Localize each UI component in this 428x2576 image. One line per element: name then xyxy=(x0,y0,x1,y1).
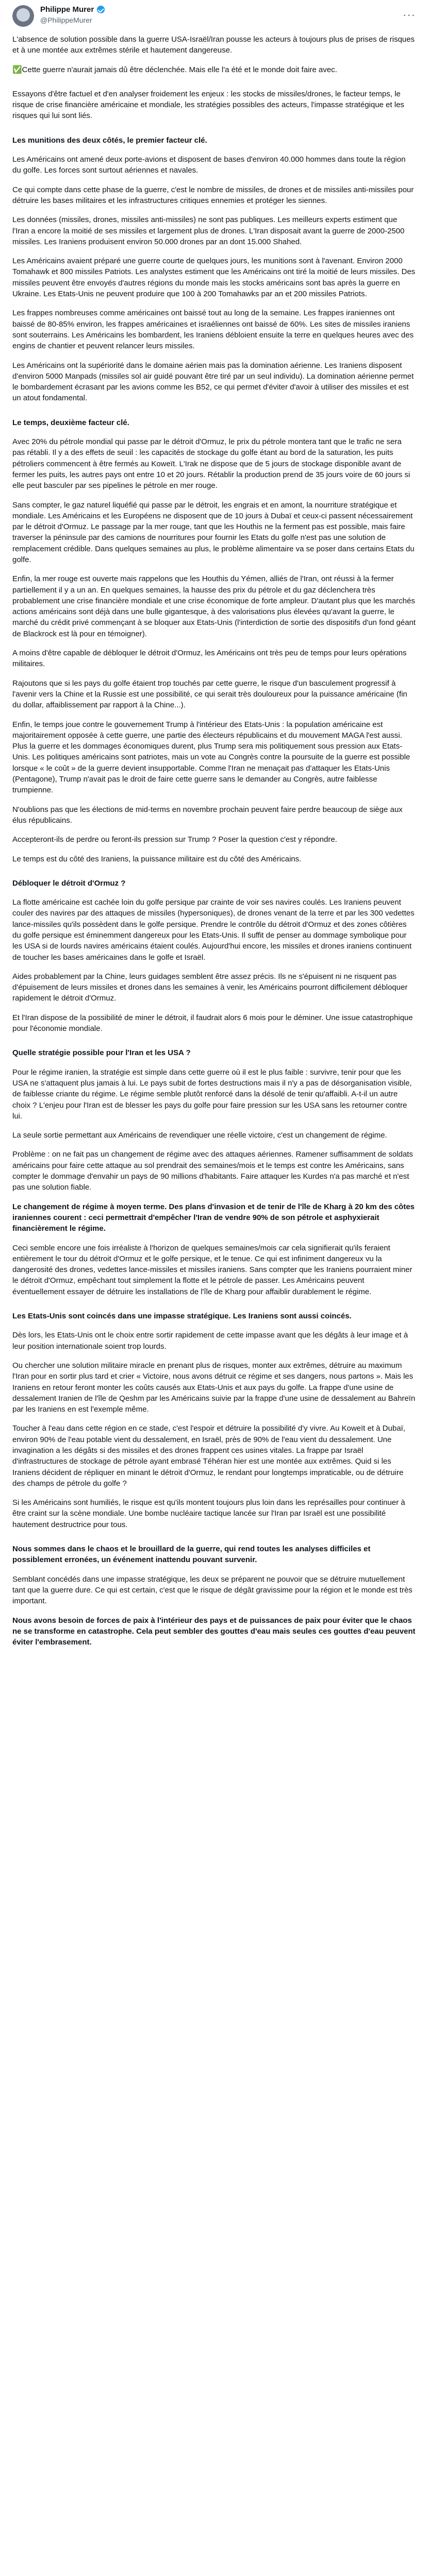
author-handle[interactable]: @PhilippeMurer xyxy=(40,16,92,24)
paragraph: Enfin, le temps joue contre le gouvernement Trump à l'intérieur des Etats-Unis : la population américaine est majoritairement opposée à cette guerre, une partie des électeurs républicains et du mouvement MAGA l'est aussi. Plus la guerre et les dommages économiques durent, plus Trump sera mis politiquement sous pression aux Etats-Unis. Les politiques américains sont patriotes, mais un vote au Congrès contre la poursuite de la guerre est possible lorsque « le coût » de la guerre devient insupportable. Comme l'Iran ne menaçait pas d'attaquer les Etats-Unis (Pentagone), Trump n'avait pas le droit de faire cette guerre sans le demander au Congrès, autre faiblesse trumpienne. xyxy=(12,720,410,795)
paragraph: Les données (missiles, drones, missiles anti-missiles) ne sont pas publiques. Les meilleurs experts estiment que l'Iran a encore la moitié de ses missiles et largement plus de drones. L'Iran disposait avant la guerre de 2000-2500 missiles. Les Iraniens produisent environ 50.000 drones par an dont 15.000 Shahed. xyxy=(12,215,405,246)
section-heading-time: Le temps, deuxième facteur clé. xyxy=(12,418,129,427)
paragraph: Avec 20% du pétrole mondial qui passe par le détroit d'Ormuz, le prix du pétrole montera tant que le trafic ne sera pas rétabli. Il y a des effets de seuil : les capacités de stockage du golfe étant au bord de la saturation, les puits pétroliers commencent à être fermés au Koweït. L'Irak ne dispose que de 5 jours de stockage disponible avant de fermer les puits, les autres pays ont entre 10 et 20 jours. Rétablir la production prend de 35 jours voire de 60 jours si elle peut basculer par ses pipelines le pétrole en mer rouge. xyxy=(12,437,410,490)
author-name[interactable]: Philippe Murer xyxy=(40,5,94,14)
paragraph-intro: L'absence de solution possible dans la guerre USA-Israël/Iran pousse les acteurs à toujours plus de prises de risques et à une montée aux extrêmes stérile et hautement dangereuse. xyxy=(12,35,415,55)
paragraph: La flotte américaine est cachée loin du golfe persique par crainte de voir ses navires coulés. Les Iraniens peuvent couler des navires par des attaques de missiles (hypersoniques), de drones venant de la terre et par les 300 vedettes lance-missiles qu'ils possèdent dans le golfe persique. Prendre le contrôle du détroit d'Ormuz et des zones côtières du golfe persique est éminemment dangereux pour les Etats-Unis. Il suffit de penser au dommage symbolique pour les USA si de lourds navires américains étaient coulés. Aujourd'hui encore, les missiles et drones iraniens continuent de toucher les bases américaines dans le golfe et Israël. xyxy=(12,898,415,962)
author-name-row[interactable] xyxy=(40,5,105,14)
paragraph: Si les Américains sont humiliés, le risque est qu'ils montent toujours plus loin dans les représailles pour continuer à être craint sur la scène mondiale. Une bombe nucléaire tactique lancée sur l'Iran par Israël est une possibilité hautement destructrice pour tous. xyxy=(12,1498,405,1529)
section-heading-munitions: Les munitions des deux côtés, le premier facteur clé. xyxy=(12,135,207,145)
section-heading-hormuz: Débloquer le détroit d'Ormuz ? xyxy=(12,878,126,888)
verified-icon xyxy=(97,6,105,13)
paragraph: A moins d'être capable de débloquer le détroit d'Ormuz, les Américains ont très peu de temps pour leurs opérations militaires. xyxy=(12,649,407,669)
paragraph: Problème : on ne fait pas un changement de régime avec des attaques aériennes. Ramener suffisamment de soldats américains pour faire cette attaque au sol prendrait des semaines/mois et le temps est contre les Américains, sans compter le dommage d'envahir un pays de 90 millions d'habitants. Faire attaquer les Kurdes n'a pas marché et n'est pas une solution fiable. xyxy=(12,1150,413,1192)
paragraph-peace: Nous avons besoin de forces de paix à l'intérieur des pays et de puissances de paix pour éviter que le chaos ne se transforme en catastrophe. Cela peut sembler des gouttes d'eau mais seules ces gouttes d'eau peuvent éviter l'embrasement. xyxy=(12,1616,416,1647)
paragraph: Les Américains avaient préparé une guerre courte de quelques jours, les munitions sont à l'avenant. Environ 2000 Tomahawk et 800 missiles Patriots. Les analystes estiment que les Américains ont tiré la moitié de leurs missiles. Des missiles peuvent être envoyés d'autres régions du monde mais les stocks américains sont bas après la guerre en Ukraine. Les Etats-Unis ne peuvent produire que 100 à 200 Tomahawks par an et 200 missiles Patriots. xyxy=(12,257,416,299)
paragraph: N'oublions pas que les élections de mid-terms en novembre prochain peuvent faire perdre beaucoup de siège aux élus républicains. xyxy=(12,805,403,825)
paragraph-objective: Essayons d'être factuel et d'en analyser froidement les enjeux : les stocks de missiles/drones, le facteur temps, le risque de crise financière américaine et mondiale, les stratégies possibles des acteurs, l'impasse stratégique et les risques qui lui sont liés. xyxy=(12,89,404,121)
paragraph: Dès lors, les Etats-Unis ont le choix entre sortir rapidement de cette impasse avant que les dégâts à leur image et à leur position internationale soient trop lourds. xyxy=(12,1331,408,1351)
post-body xyxy=(12,34,416,1656)
paragraph: Semblant concédés dans une impasse stratégique, les deux se préparent ne pouvoir que se détruire mutuellement tant que la guerre dure. Ce qui est certain, c'est que le risque de dégât gravissime pour la région et le monde est très important. xyxy=(12,1574,413,1606)
paragraph: Et l'Iran dispose de la possibilité de miner le détroit, il faudrait alors 6 mois pour le déminer. Une issue catastrophique pour l'économie mondiale. xyxy=(12,1013,413,1033)
avatar[interactable] xyxy=(12,5,34,27)
paragraph: Les frappes nombreuses comme américaines ont baissé tout au long de la semaine. Les frappes iraniennes ont baissé de 80-85% environ, les frappes américaines et israéliennes ont baissé de 60%. Les sites de missiles iraniens sont souterrains. Les Américains les bombardent, les Iraniens débloient ensuite la terre en quelques heures avec des engins de chantier et peuvent relancer leurs missiles. xyxy=(12,309,414,351)
paragraph: Les Américains ont la supériorité dans le domaine aérien mais pas la domination aérienne. Les Iraniens disposent d'environ 5000 Manpads (missiles sol air guidé pouvant être tiré par un seul individu). La domination aérienne permet le bombardement écrasant par les avions comme les B52, ce qui permet d'éviter d'avoir à utiliser des missiles et est un atout fondamental. xyxy=(12,361,414,403)
paragraph: Les Américains ont amené deux porte-avions et disposent de bases d'environ 40.000 hommes dans toute la région du golfe. Les forces sont surtout aériennes et navales. xyxy=(12,155,406,175)
paragraph: Aides probablement par la Chine, leurs guidages semblent être assez précis. Ils ne s'épuisent ni ne risquent pas d'épuisement de leurs missiles et drones dans les semaines à venir, les Américains pourront difficilement débloquer rapidement le détroit d'Ormuz. xyxy=(12,972,408,1003)
paragraph: Enfin, la mer rouge est ouverte mais rappelons que les Houthis du Yémen, alliés de l'Iran, ont réussi à la fermer partiellement il y a un an. En quelques semaines, la hausse des prix du pétrole et du gaz déclenchera très probablement une crise financière mondiale et une crise économique de forte ampleur. D'autant plus que les marchés actions américains sont déjà dans une bulle gigantesque, à des valorisations plus élevées qu'avant la guerre, le marché du crédit privé commençant à se bloquer aux Etats-Unis (l'interdiction de sortie des dispositifs d'un fond géant de Blackrock est là pour en témoigner). xyxy=(12,574,416,638)
more-options-icon[interactable]: ··· xyxy=(403,8,416,21)
paragraph: Le temps est du côté des Iraniens, la puissance militaire est du côté des Américains. xyxy=(12,854,302,863)
paragraph: Accepteront-ils de perdre ou feront-ils pression sur Trump ? Poser la question c'est y répondre. xyxy=(12,835,337,844)
paragraph-regime-change: Le changement de régime à moyen terme. Des plans d'invasion et de tenir de l'île de Kharg à 20 km des côtes iraniennes courent : ceci permettrait d'empêcher l'Iran de vendre 90% de son pétrole et asphyxierait financièrement le régime. xyxy=(12,1202,415,1233)
paragraph: La seule sortie permettant aux Américains de revendiquer une réelle victoire, c'est un changement de régime. xyxy=(12,1131,387,1140)
section-heading-fog: Nous sommes dans le chaos et le brouillard de la guerre, qui rend toutes les analyses difficiles et possiblement erronées, un événement inattendu pouvant survenir. xyxy=(12,1545,371,1565)
paragraph: Rajoutons que si les pays du golfe étaient trop touchés par cette guerre, le risque d'un basculement progressif à l'avenir vers la Chine et la Russie est une possibilité, ce qui serait très douloureux pour la puissance américaine (fin du dollar, affaiblissement par rapport à la Chine...). xyxy=(12,679,407,710)
paragraph: Toucher à l'eau dans cette région en ce stade, c'est l'espoir et détruire la possibilité d'y vivre. Au Koweït et à Dubaï, environ 90% de l'eau potable vient du dessalement, en Israël, près de 90% de l'eau vient du dessalement. Une invagination a les dégâts si des missiles et des drones frappent ces usines vitales. La frappe par Israël d'infrastructures de stockage de pétrole ayant embrasé Téhéran hier est une montée aux extrêmes. Quid si les Iraniens décident de répliquer en minant le détroit d'Ormuz, le rendant pour longtemps impraticable, ou de détruire des champs de pétrole du golfe ? xyxy=(12,1424,405,1488)
paragraph: Sans compter, le gaz naturel liquéfié qui passe par le détroit, les engrais et en amont, la nourriture stratégique et mondiale. Les Américains et les Européens ne disposent que de 10 jours à Dubaï et ceux-ci passent nécessairement par le détroit d'Ormuz. Le passage par la mer rouge, tant que les Houthis ne la ferment pas est possible, mais faire traverser la péninsule par des camions de nourritures pour fournir les Etats du golfe n'est pas une solution de remplacement crédible. Dans quelques semaines au plus, le problème alimentaire va se poser dans certains Etats du golfe. xyxy=(12,500,415,564)
section-heading-strategy: Quelle stratégie possible pour l'Iran et les USA ? xyxy=(12,1048,191,1058)
section-heading-impasse: Les Etats-Unis sont coincés dans une impasse stratégique. Les Iraniens sont aussi coincés. xyxy=(12,1312,352,1321)
paragraph-check: ✅Cette guerre n'aurait jamais dû être déclenchée. Mais elle l'a été et le monde doit faire avec. xyxy=(12,65,337,74)
paragraph: Ceci semble encore une fois irréaliste à l'horizon de quelques semaines/mois car cela signifierait qu'ils feraient entièrement le tour du détroit d'Ormuz et le golfe persique, et le tenue. Ce qui est infiniment dangereux vu la dangerosité des drones, vedettes lance-missiles et missiles iraniens. Sans compter que les Iraniens pourraient miner le détroit d'Ormuz, empêchant tout simplement la flotte et le pétrole de passer. Les Américains peuvent éventuellement essayer de détruire les installations de l'île de Kharg pour affaiblir durablement le régime. xyxy=(12,1243,413,1296)
paragraph: Pour le régime iranien, la stratégie est simple dans cette guerre où il est le plus faible : survivre, tenir pour que les USA ne s'attaquent plus jamais à lui. Le pays subit de fortes destructions mais il n'y a pas de désorganisation visible, de faiblesse criante du régime. Le régime semble plutôt renforcé dans la désolé de tenir qu'affaibli. A-t-il un autre choix ? L'enjeu pour l'Iran est de blesser les pays du golfe pour faire pression sur les USA sans les retourner contre lui. xyxy=(12,1067,412,1121)
post-header xyxy=(0,0,428,31)
paragraph: Ce qui compte dans cette phase de la guerre, c'est le nombre de missiles, de drones et de missiles anti-missiles pour détruire les bases militaires et les infrastructures critiques ennemies et protéger les siennes. xyxy=(12,185,414,205)
paragraph: Ou chercher une solution militaire miracle en prenant plus de risques, monter aux extrêmes, détruire au maximum l'Iran pour en sortir plus tard et crier « Victoire, nous avons détruit ce régime et ses dangers, nous partons ». Mais les Iraniens en retour feront monter les coûts causés aux Etats-Unis et aux pays du golfe. La frappe d'une usine de dessalement Iranien de l'île de Qeshm par les Américains suivie par la frappe d'une usine de dessalement au Bahreïn par les Iraniens en est l'exemple même. xyxy=(12,1361,416,1414)
